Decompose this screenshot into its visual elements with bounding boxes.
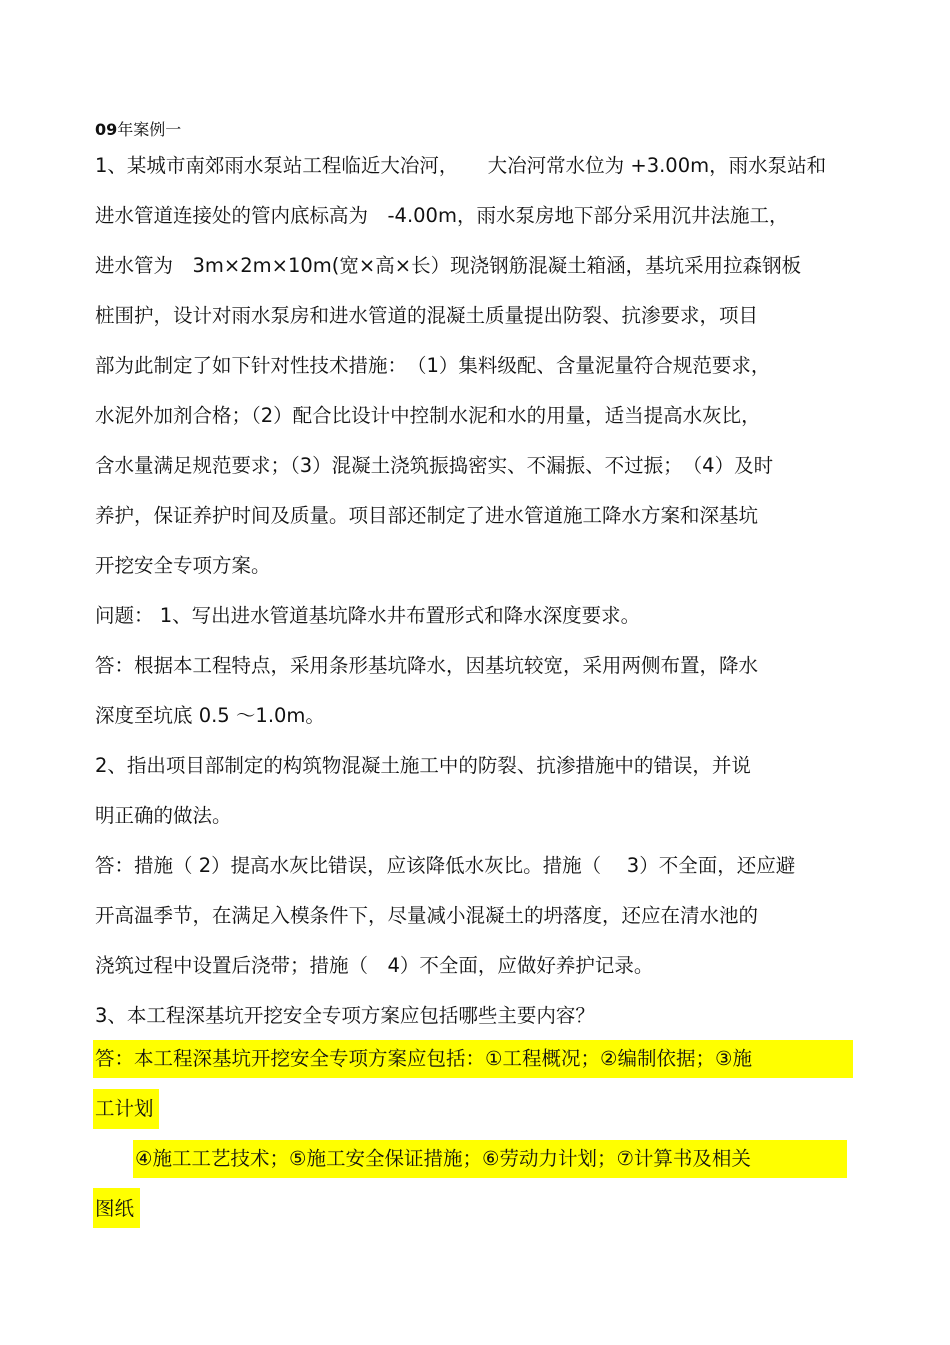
answer-1-line: 深度至坑底 0.5 ～1.0m。	[95, 704, 325, 727]
page-title	[95, 119, 181, 141]
answer-2-line: 答：措施（ 2）提高水灰比错误，应该降低水灰比。措施（ 3）不全面，还应避	[95, 854, 796, 877]
answer-1-line: 答：根据本工程特点，采用条形基坑降水，因基坑较宽，采用两侧布置，降水	[95, 654, 759, 677]
answer-3-line: 答：本工程深基坑开挖安全专项方案应包括：①工程概况；②编制依据；③施	[95, 1047, 752, 1070]
answer-3-line: 图纸	[95, 1197, 135, 1220]
paragraph-line: 部为此制定了如下针对性技术措施： （1）集料级配、含量泥量符合规范要求，	[95, 354, 771, 377]
answer-3-line: ④施工工艺技术；⑤施工安全保证措施；⑥劳动力计划；⑦计算书及相关	[135, 1147, 751, 1170]
paragraph-line: 养护，保证养护时间及质量。项目部还制定了进水管道施工降水方案和深基坑	[95, 504, 759, 527]
title-number: 09	[95, 120, 118, 139]
title-text: 年案例一	[117, 120, 182, 139]
paragraph-line: 进水管为 3m×2m×10m(宽×高×长）现浇钢筋混凝土箱涵，基坑采用拉森钢板	[95, 254, 802, 277]
question-3: 3、本工程深基坑开挖安全专项方案应包括哪些主要内容？	[95, 1004, 595, 1027]
question-2-line: 2、指出项目部制定的构筑物混凝土施工中的防裂、抗渗措施中的错误，并说	[95, 754, 751, 777]
question-2-line: 明正确的做法。	[95, 804, 232, 827]
answer-3-line: 工计划	[95, 1097, 154, 1120]
paragraph-line: 1、某城市南郊雨水泵站工程临近大冶河， 大冶河常水位为 +3.00m，雨水泵站和	[95, 154, 827, 177]
question-1: 问题： 1、写出进水管道基坑降水井布置形式和降水深度要求。	[95, 604, 641, 627]
paragraph-line: 水泥外加剂合格；（2）配合比设计中控制水泥和水的用量，适当提高水灰比，	[95, 404, 761, 427]
paragraph-line: 桩围护，设计对雨水泵房和进水管道的混凝土质量提出防裂、抗渗要求，项目	[95, 304, 759, 327]
answer-2-line: 浇筑过程中设置后浇带；措施（ 4）不全面，应做好养护记录。	[95, 954, 654, 977]
paragraph-line: 含水量满足规范要求；（3）混凝土浇筑振捣密实、不漏振、不过振； （4）及时	[95, 454, 774, 477]
paragraph-line: 进水管道连接处的管内底标高为 -4.00m，雨水泵房地下部分采用沉井法施工，	[95, 204, 789, 227]
paragraph-line: 开挖安全专项方案。	[95, 554, 271, 577]
answer-2-line: 开高温季节，在满足入模条件下，尽量减小混凝土的坍落度，还应在清水池的	[95, 904, 759, 927]
